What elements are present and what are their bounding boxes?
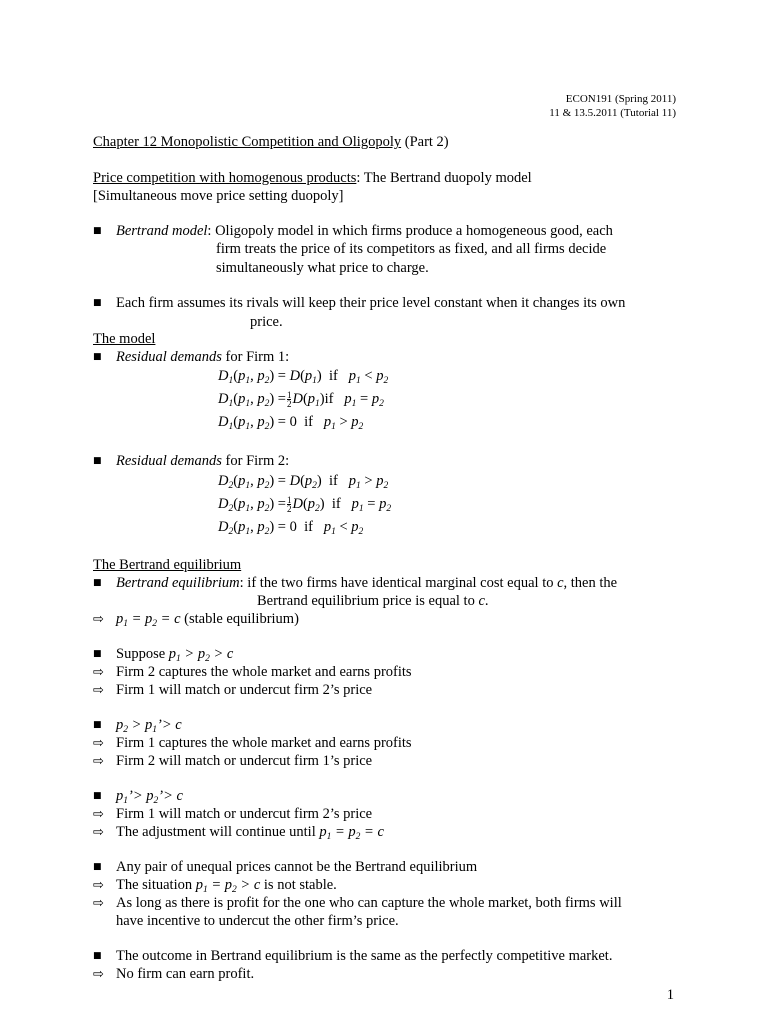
arrow-icon: ⇨ xyxy=(93,825,104,840)
equilibrium-heading: The Bertrand equilibrium xyxy=(93,557,242,573)
arrow-icon: ⇨ xyxy=(93,896,104,911)
outcome-arrow: ⇨ No firm can earn profit. xyxy=(93,966,255,982)
case1-bullet: ■ Suppose $p_1 > p_2 > c$ xyxy=(93,646,234,664)
equilibrium-definition: ■ Bertrand equilibrium: if the two firms have identical marginal cost equal to c, then the xyxy=(93,575,618,591)
tutorial-header: 11 & 13.5.2011 (Tutorial 11) xyxy=(549,107,676,119)
bullet-icon: ■ xyxy=(93,791,102,801)
bertrand-definition-line2: firm treats the price of its competitors as fixed, and all firms decide xyxy=(216,241,607,257)
equation-firm1-equal: $D_1(p_1$, $p_2$) = $\frac{1}{2}$ $D(p_1)if$ $p_1 = p_2$ xyxy=(218,390,384,410)
bullet-icon: ■ xyxy=(93,456,102,466)
bullet-icon: ■ xyxy=(93,226,102,236)
case1-arrow2: ⇨ Firm 1 will match or undercut firm 2’s price xyxy=(93,682,373,698)
bertrand-definition-line3: simultaneously what price to charge. xyxy=(216,260,429,276)
page-number: 1 xyxy=(666,987,674,1003)
equilibrium-definition-line2: Bertrand equilibrium price is equal to c. xyxy=(257,593,489,609)
unequal-bullet: ■ Any pair of unequal prices cannot be the Bertrand equilibrium xyxy=(93,859,478,875)
unequal-arrow1: ⇨ The situation $p_1 = p_2 > c$ is not stable. xyxy=(93,877,337,895)
bertrand-definition: ■ Bertrand model: Oligopoly model in which firms produce a homogeneous good, each xyxy=(93,223,613,239)
assumption-bullet: ■ Each firm assumes its rivals will keep their price level constant when it changes its own xyxy=(93,295,626,311)
case3-arrow1: ⇨ Firm 1 will match or undercut firm 2’s price xyxy=(93,806,373,822)
arrow-icon: ⇨ xyxy=(93,878,104,893)
equilibrium-result: ⇨ $p_1 = p_2 = c$ (stable equilibrium) xyxy=(93,611,299,629)
equation-firm1-low: $D_1(p_1$, $p_2) = D(p_1)$ if $p_1 < p_2$ xyxy=(218,368,389,386)
case3-bullet: ■ $p_1’>$ $p_2’> c$ xyxy=(93,788,183,806)
course-header: ECON191 (Spring 2011) xyxy=(565,93,676,105)
bullet-icon: ■ xyxy=(93,298,102,308)
firm1-residual-demand: ■ Residual demands for Firm 1: xyxy=(93,349,290,365)
firm2-residual-demand: ■ Residual demands for Firm 2: xyxy=(93,453,290,469)
equation-firm1-high: $D_1(p_1$, $p_2) = 0$ if $p_1 > p_2$ xyxy=(218,414,364,432)
case2-arrow1: ⇨ Firm 1 captures the whole market and earns profits xyxy=(93,735,412,751)
arrow-icon: ⇨ xyxy=(93,612,104,627)
unequal-arrow2-line2: have incentive to undercut the other firm’s price. xyxy=(116,913,399,929)
bullet-icon: ■ xyxy=(93,352,102,362)
outcome-bullet: ■ The outcome in Bertrand equilibrium is the same as the perfectly competitive market. xyxy=(93,948,613,964)
bullet-icon: ■ xyxy=(93,951,102,961)
arrow-icon: ⇨ xyxy=(93,665,104,680)
bullet-icon: ■ xyxy=(93,578,102,588)
case2-bullet: ■ $p_2$ > $p_1’> c$ xyxy=(93,717,182,735)
bullet-icon: ■ xyxy=(93,862,102,872)
assumption-line2: price. xyxy=(250,314,283,330)
equation-firm2-equal: $D_2(p_1$, $p_2$) = $\frac{1}{2}$ $D(p_2)$ if $p_1 = p_2$ xyxy=(218,495,392,515)
arrow-icon: ⇨ xyxy=(93,807,104,822)
unequal-arrow2: ⇨ As long as there is profit for the one who can capture the whole market, both firms will xyxy=(93,895,622,911)
bullet-icon: ■ xyxy=(93,720,102,730)
arrow-icon: ⇨ xyxy=(93,683,104,698)
equation-firm2-high: $D_2(p_1$, $p_2) = D(p_2)$ if $p_1 > p_2$ xyxy=(218,473,389,491)
arrow-icon: ⇨ xyxy=(93,754,104,769)
model-heading: The model xyxy=(93,331,156,347)
arrow-icon: ⇨ xyxy=(93,967,104,982)
section-subheading: [Simultaneous move price setting duopoly] xyxy=(93,188,344,204)
case2-arrow2: ⇨ Firm 2 will match or undercut firm 1’s price xyxy=(93,753,373,769)
arrow-icon: ⇨ xyxy=(93,736,104,751)
equation-firm2-low: $D_2(p_1$, $p_2) = 0$ if $p_1 < p_2$ xyxy=(218,519,364,537)
case3-arrow2: ⇨ The adjustment will continue until $p_1 = p_2 = c$ xyxy=(93,824,384,842)
chapter-title: Chapter 12 Monopolistic Competition and Oligopoly (Part 2) xyxy=(93,134,449,150)
bullet-icon: ■ xyxy=(93,649,102,659)
case1-arrow1: ⇨ Firm 2 captures the whole market and earns profits xyxy=(93,664,412,680)
section-heading: Price competition with homogenous products: The Bertrand duopoly model xyxy=(93,170,532,186)
